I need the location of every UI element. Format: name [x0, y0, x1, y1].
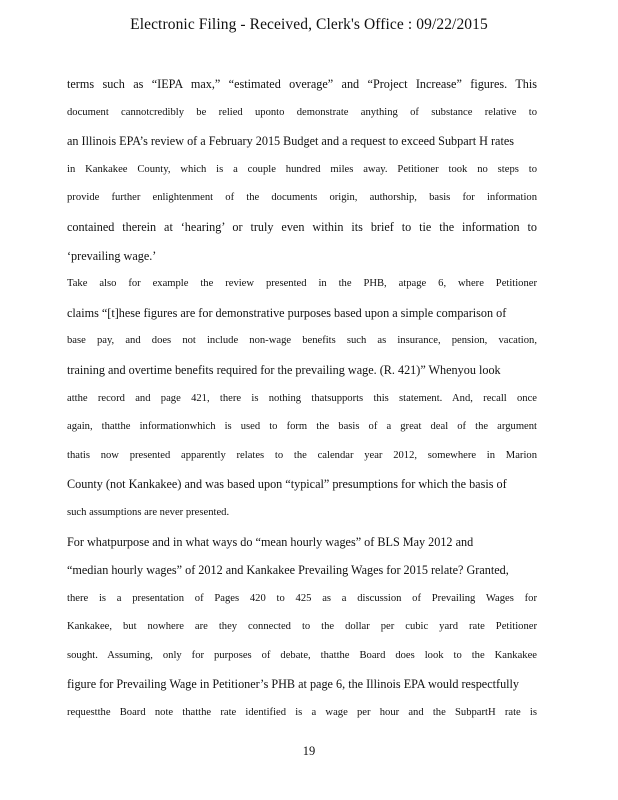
body-line: an Illinois EPA’s review of a February 2015 Budget and a request to exceed Subpart H rates — [67, 134, 514, 149]
body-line: Kankakee, but nowhere are they connected to the dollar per cubic yard rate Petitioner — [67, 621, 537, 633]
body-line: there is a presentation of Pages 420 to 425 as a discussion of Prevailing Wages for — [67, 592, 537, 604]
body-line: thatis now presented apparently relates to the calendar year 2012, somewhere in Marion — [67, 449, 537, 461]
body-line: document cannotcredibly be relied uponto demonstrate anything of substance relative to — [67, 106, 537, 118]
body-line: in Kankakee County, which is a couple hundred miles away. Petitioner took no steps to — [67, 163, 537, 175]
body-line: claims “[t]hese figures are for demonstrative purposes based upon a simple comparison of — [67, 305, 507, 320]
body-line: For whatpurpose and in what ways do “mean hourly wages” of BLS May 2012 and — [67, 534, 474, 549]
document-body — [67, 70, 537, 728]
body-line: base pay, and does not include non-wage benefits such as insurance, pension, vacation, — [67, 335, 537, 347]
body-line: atthe record and page 421, there is nothing thatsupports this statement. And, recall once — [67, 392, 537, 404]
electronic-filing-header: Electronic Filing - Received, Clerk's Office : 09/22/2015 — [130, 16, 488, 33]
page-number: 19 — [302, 744, 316, 758]
body-line: ‘prevailing wage.’ — [67, 248, 157, 263]
body-line: provide further enlightenment of the documents origin, authorship, basis for information — [67, 192, 537, 204]
body-line: contained therein at ‘hearing’ or truly even within its brief to tie the information to — [67, 219, 537, 234]
body-line: again, thatthe informationwhich is used to form the basis of a great deal of the argument — [67, 421, 537, 433]
body-line: Take also for example the review presented in the PHB, atpage 6, where Petitioner — [67, 278, 537, 290]
body-line: such assumptions are never presented. — [67, 506, 230, 518]
body-line: terms such as “IEPA max,” “estimated overage” and “Project Increase” figures. This — [67, 77, 537, 91]
body-line: training and overtime benefits required for the prevailing wage. (R. 421)” Whenyou look — [67, 362, 501, 377]
body-line: “median hourly wages” of 2012 and Kankakee Prevailing Wages for 2015 relate? Granted, — [67, 563, 509, 578]
body-line: figure for Prevailing Wage in Petitioner’s PHB at page 6, the Illinois EPA would respectfully — [67, 677, 520, 692]
body-line: sought. Assuming, only for purposes of debate, thatthe Board does look to the Kankakee — [67, 649, 537, 661]
body-line: requestthe Board note thatthe rate identified is a wage per hour and the SubpartH rate is — [67, 707, 537, 719]
body-line: County (not Kankakee) and was based upon “typical” presumptions for which the basis of — [67, 477, 507, 492]
